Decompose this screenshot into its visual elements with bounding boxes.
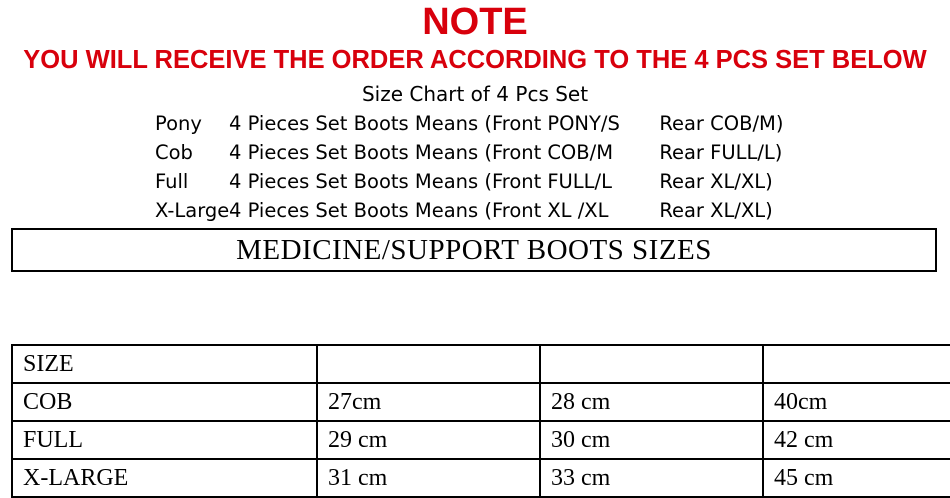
table-row xyxy=(12,459,950,497)
table-cell: 40cm xyxy=(763,383,950,421)
set-row-front: FULL/L xyxy=(547,170,612,193)
sizes-table xyxy=(11,344,950,498)
table-header-cell xyxy=(317,345,540,383)
set-row-text: 4 Pieces Set Boots Means (Front xyxy=(229,141,542,164)
list-item xyxy=(155,196,795,225)
table-cell: 29 cm xyxy=(317,421,540,459)
set-row-size: Full xyxy=(155,170,189,193)
table-cell: 45 cm xyxy=(763,459,950,497)
set-row-rear: Rear FULL/L) xyxy=(659,141,783,164)
table-row xyxy=(12,345,950,383)
set-row-front: PONY/S xyxy=(547,112,620,135)
set-row-size: X-Large xyxy=(155,199,230,222)
table-row xyxy=(12,421,950,459)
table-cell: 33 cm xyxy=(540,459,763,497)
set-row-rear: Rear XL/XL) xyxy=(659,199,773,222)
table-cell: COB xyxy=(12,383,317,421)
set-chart-list xyxy=(155,109,795,225)
section-banner-label: MEDICINE/SUPPORT BOOTS SIZES xyxy=(236,233,712,266)
set-row-rear: Rear COB/M) xyxy=(659,112,784,135)
table-header-cell: SIZE xyxy=(12,345,317,383)
set-row-rear: Rear XL/XL) xyxy=(659,170,773,193)
set-row-text: 4 Pieces Set Boots Means (Front xyxy=(229,170,542,193)
table-header-cell xyxy=(540,345,763,383)
table-cell: 28 cm xyxy=(540,383,763,421)
table-cell: 42 cm xyxy=(763,421,950,459)
set-row-size: Cob xyxy=(155,141,193,164)
note-subtitle: YOU WILL RECEIVE THE ORDER ACCORDING TO THE 4 PCS SET BELOW xyxy=(23,46,927,74)
set-row-text: 4 Pieces Set Boots Means (Front xyxy=(229,199,542,222)
table-cell: X-LARGE xyxy=(12,459,317,497)
note-title: NOTE xyxy=(422,1,528,43)
table-cell: 27cm xyxy=(317,383,540,421)
set-chart-title: Size Chart of 4 Pcs Set xyxy=(361,82,589,106)
table-cell: FULL xyxy=(12,421,317,459)
table-cell: 31 cm xyxy=(317,459,540,497)
set-row-front: COB/M xyxy=(547,141,614,164)
list-item xyxy=(155,167,795,196)
table-row xyxy=(12,383,950,421)
list-item xyxy=(155,109,795,138)
set-row-size: Pony xyxy=(155,112,202,135)
list-item xyxy=(155,138,795,167)
table-cell: 30 cm xyxy=(540,421,763,459)
section-banner xyxy=(11,228,937,272)
set-row-front: XL /XL xyxy=(547,199,609,222)
set-row-text: 4 Pieces Set Boots Means (Front xyxy=(229,112,542,135)
table-header-cell xyxy=(763,345,950,383)
